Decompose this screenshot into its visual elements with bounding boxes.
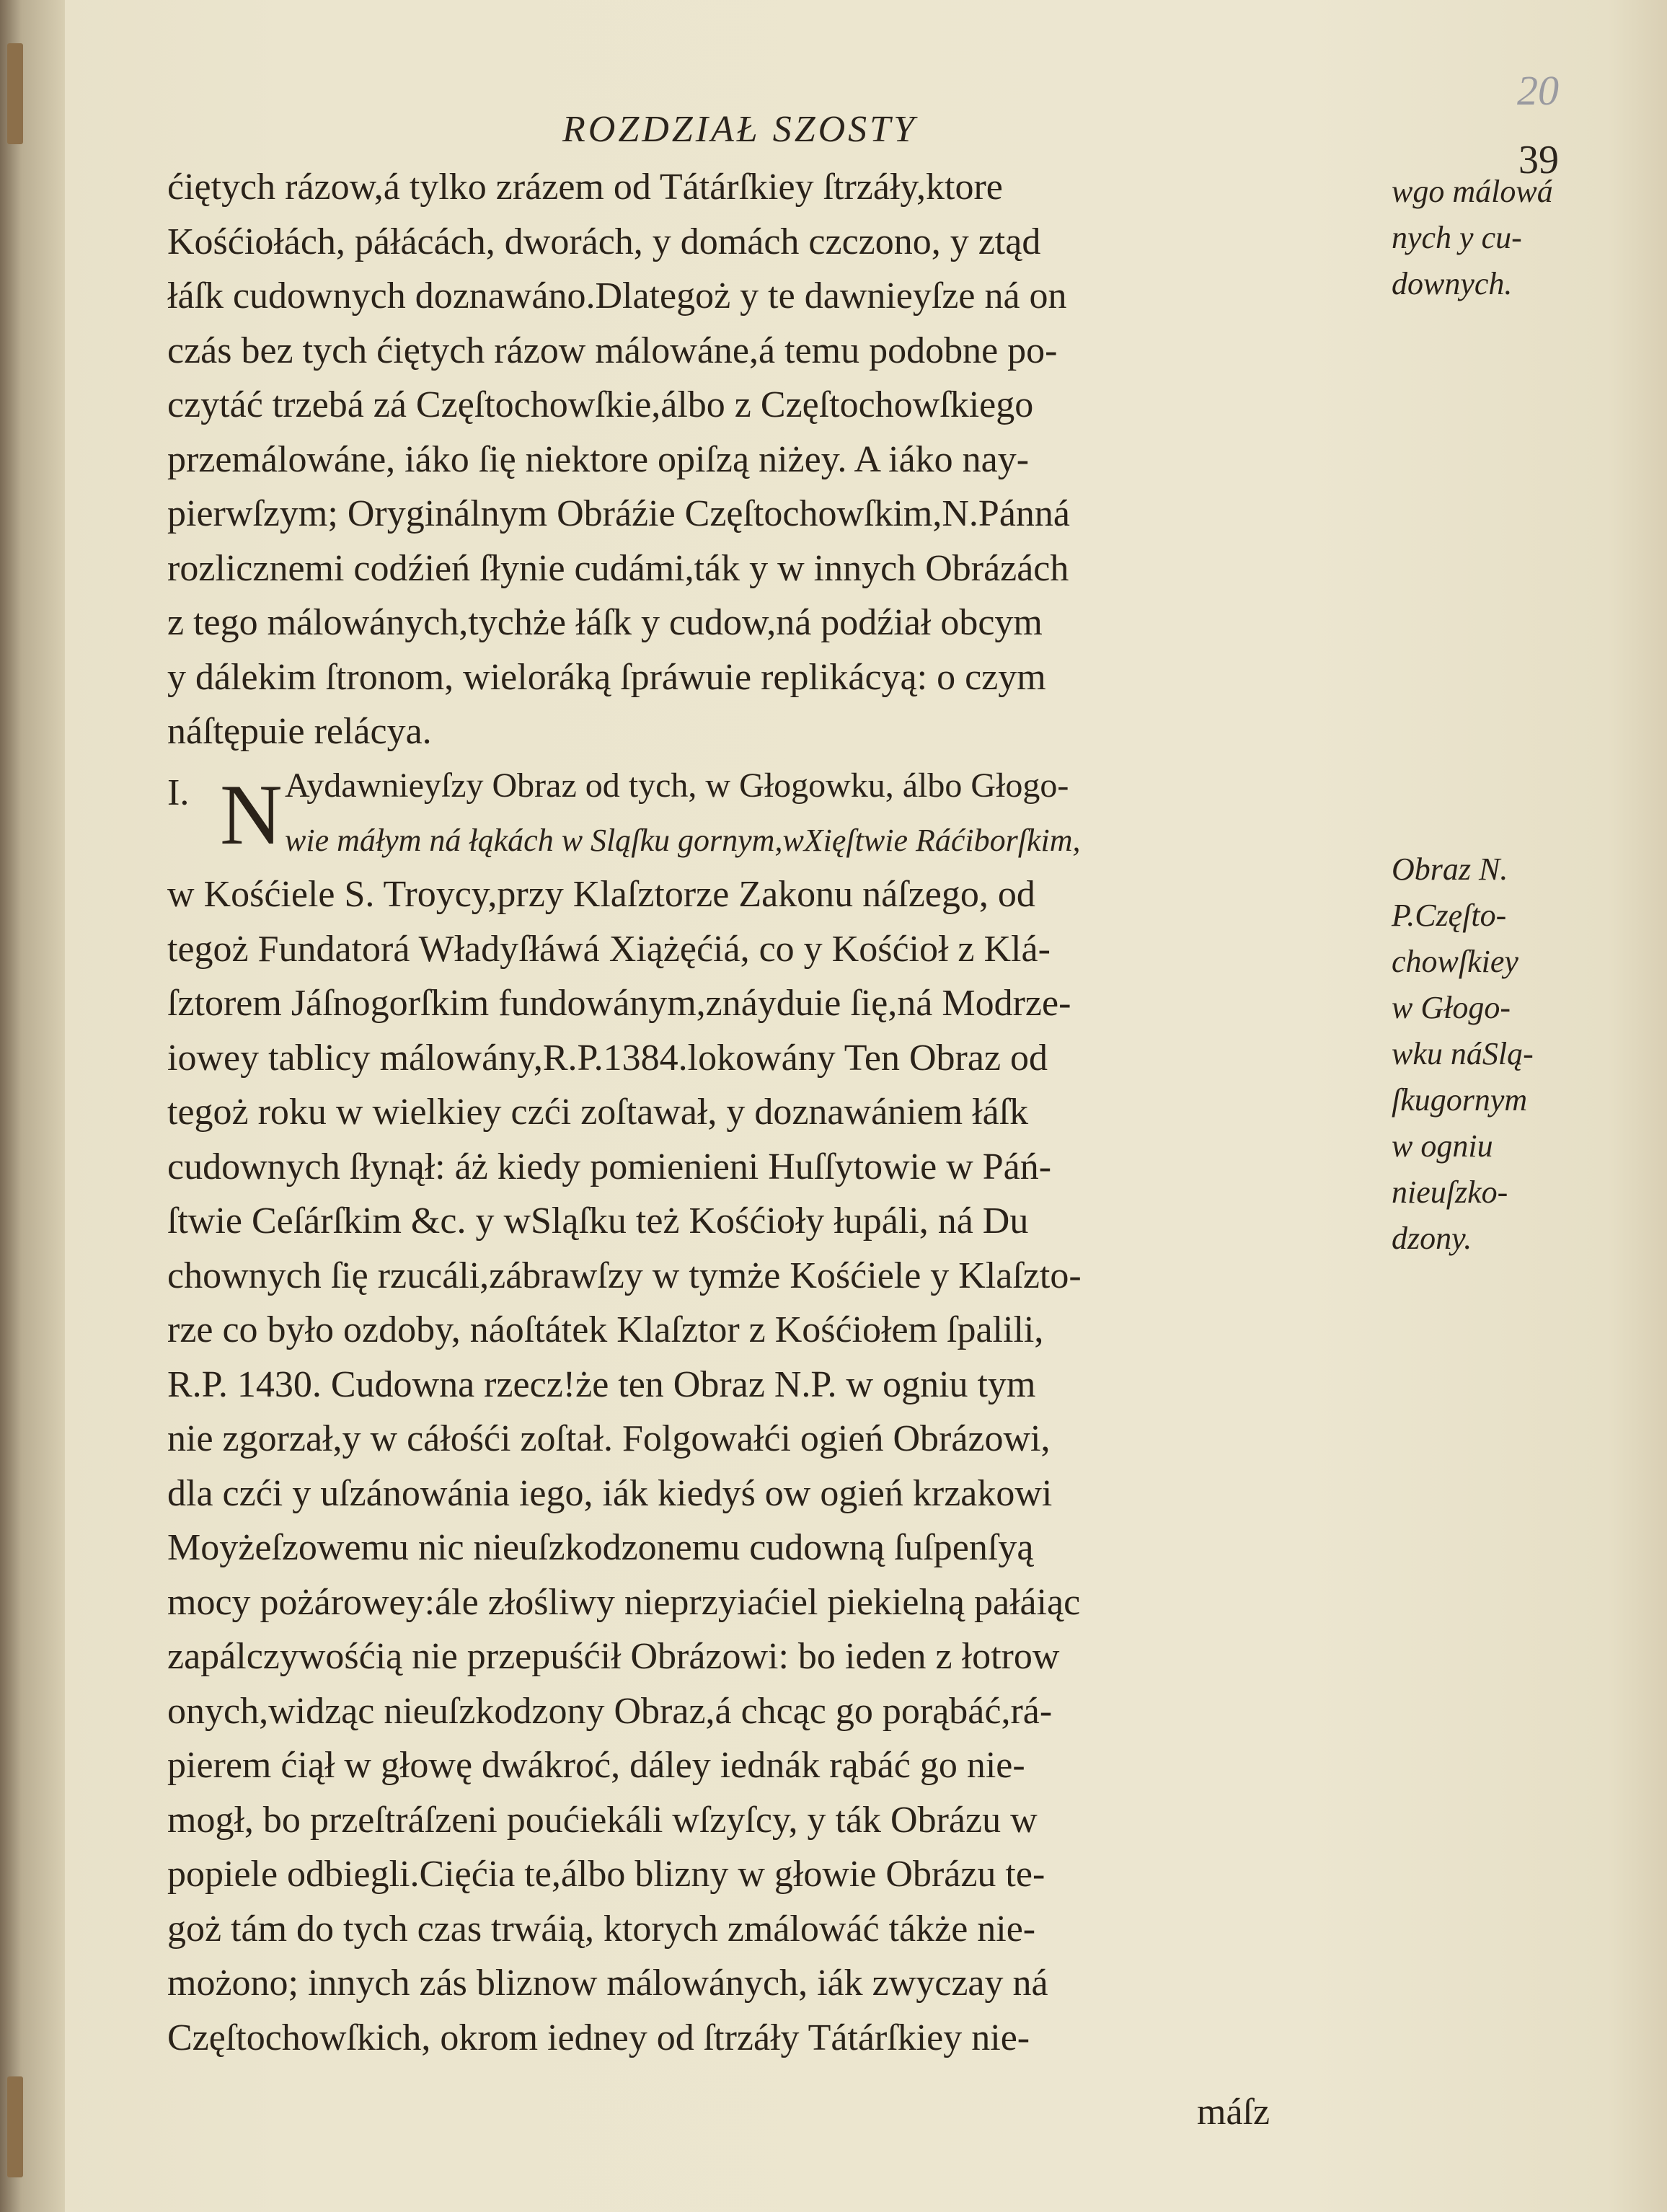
- running-head: ROZDZIAŁ SZOSTY: [562, 109, 918, 150]
- text-line: y dálekim ſtronom, wieloráką ſpráwuie replikácyą: o czym: [167, 656, 1046, 698]
- text-line: ſkugornym: [1392, 1082, 1528, 1118]
- text-line: cudownych ſłynął: áż kiedy pomienieni Huſſytowie w Páń-: [167, 1146, 1052, 1187]
- text-line: chownych ſię rzucáli,zábrawſzy w tymże Kośćiele y Klaſzto-: [167, 1255, 1082, 1296]
- text-line: nych y cu-: [1392, 220, 1522, 255]
- paragraph-number: I.: [167, 772, 190, 813]
- text-line: nieuſzko-: [1392, 1174, 1508, 1210]
- text-line: w ogniu: [1392, 1128, 1493, 1164]
- text-line: Kośćiołách, páłácách, dworách, y domách czczono, y ztąd: [167, 221, 1041, 262]
- text-line: P.Częſto-: [1392, 898, 1507, 933]
- text-line: tegoż roku w wielkiey czći zoſtawał, y doznawániem łáſk: [167, 1092, 1029, 1133]
- text-line: ſtwie Ceſárſkim &c. y wSląſku też Kośćioły łupáli, ná Du: [167, 1200, 1029, 1242]
- text-line: w Kośćiele S. Troycy,przy Klaſztorze Zakonu náſzego, od: [167, 874, 1035, 915]
- text-line: czás bez tych ćiętych rázow málowáne,á temu podobne po-: [167, 329, 1058, 371]
- text-line: rozlicznemi codźień ſłynie cudámi,ták y w innych Obrázách: [167, 547, 1069, 589]
- text-line: w Głogo-: [1392, 990, 1511, 1025]
- text-line: ſztorem Jáſnogorſkim fundowánym,znáyduie ſię,ná Modrze-: [167, 983, 1071, 1024]
- text-line: wgo málowá: [1392, 174, 1553, 209]
- text-line: goż tám do tych czas trwáią, ktorych zmálowáć tákże nie-: [167, 1908, 1036, 1950]
- text-line: downych.: [1392, 266, 1513, 301]
- text-line: chowſkiey: [1392, 944, 1518, 979]
- text-line: pierem ćiął w głowę dwákroć, dáley iednák rąbáć go nie-: [167, 1745, 1025, 1786]
- text-line: Częſtochowſkich, okrom iedney od ſtrzáły Tátárſkiey nie-: [167, 2017, 1030, 2058]
- text-line: popiele odbiegli.Cięćia te,álbo blizny w głowie Obrázu te-: [167, 1854, 1045, 1895]
- text-line: mogł, bo przeſtráſzeni poućiekáli wſzyſcy, y ták Obrázu w: [167, 1799, 1038, 1841]
- text-line: R.P. 1430. Cudowna rzecz!że ten Obraz N.P. w ogniu tym: [167, 1363, 1036, 1405]
- text-line: dla czći y uſzánowánia iego, iák kiedyś ow ogień krzakowi: [167, 1472, 1053, 1514]
- text-line: rze co było ozdoby, náoſtátek Klaſztor z Kośćiołem ſpalili,: [167, 1309, 1044, 1350]
- text-line: tegoż Fundatorá Władyſłáwá Xiążęćiá, co y Kośćioł z Klá-: [167, 928, 1051, 970]
- text-line: Moyżeſzowemu nic nieuſzkodzonemu cudowną ſuſpenſyą: [167, 1527, 1034, 1568]
- text-line: z tego málowánych,tychże łáſk y cudow,ná podźiał obcym: [167, 602, 1043, 643]
- binding-thread: [7, 2076, 23, 2177]
- text-line: mocy pożárowey:ále złośliwy nieprzyiaćiel piekielną pałáiąc: [167, 1581, 1081, 1623]
- text-line: wku náSlą-: [1392, 1036, 1534, 1071]
- text-line: zapálczywośćią nie przepuśćił Obrázowi: bo ieden z łotrow: [167, 1636, 1060, 1677]
- text-line: przemálowáne, iáko ſię niektore opiſzą niżey. A iáko nay-: [167, 438, 1030, 480]
- page-number: 39: [1518, 138, 1559, 182]
- text-line: łáſk cudownych doznawáno.Dlategoż y te dawnieyſze ná on: [167, 275, 1067, 317]
- text-line: onych,widząc nieuſzkodzony Obraz,á chcąc go porąbáć,rá-: [167, 1690, 1053, 1732]
- drop-cap: N: [220, 766, 283, 862]
- book-gutter: [0, 0, 65, 2212]
- binding-thread: [7, 43, 23, 144]
- text-line: czytáć trzebá zá Częſtochowſkie,álbo z Częſtochowſkiego: [167, 384, 1034, 425]
- pencil-folio-number: 20: [1517, 67, 1559, 114]
- text-line: dzony.: [1392, 1221, 1472, 1256]
- text-line: Aydawnieyſzy Obraz od tych, w Głogowku, álbo Głogo-: [285, 766, 1069, 805]
- text-line: Obraz N.: [1392, 851, 1508, 887]
- text-line: pierwſzym; Oryginálnym Obráźie Częſtochowſkim,N.Pánná: [167, 493, 1071, 534]
- text-line: wie máłym ná łąkách w Sląſku gornym,wXięſtwie Ráćiborſkim,: [285, 822, 1081, 858]
- text-line: ćiętych rázow,á tylko zrázem od Tátárſkiey ſtrzáły,ktore: [167, 167, 1003, 208]
- catchword: máſz: [1197, 2092, 1270, 2133]
- text-line: możono; innych zás bliznow málowánych, iák zwyczay ná: [167, 1963, 1048, 2004]
- text-line: iowey tablicy málowány,R.P.1384.lokowány Ten Obraz od: [167, 1037, 1048, 1079]
- text-line: náſtępuie relácya.: [167, 711, 432, 752]
- text-line: nie zgorzał,y w cáłośći zoſtał. Folgowałći ogień Obrázowi,: [167, 1418, 1051, 1459]
